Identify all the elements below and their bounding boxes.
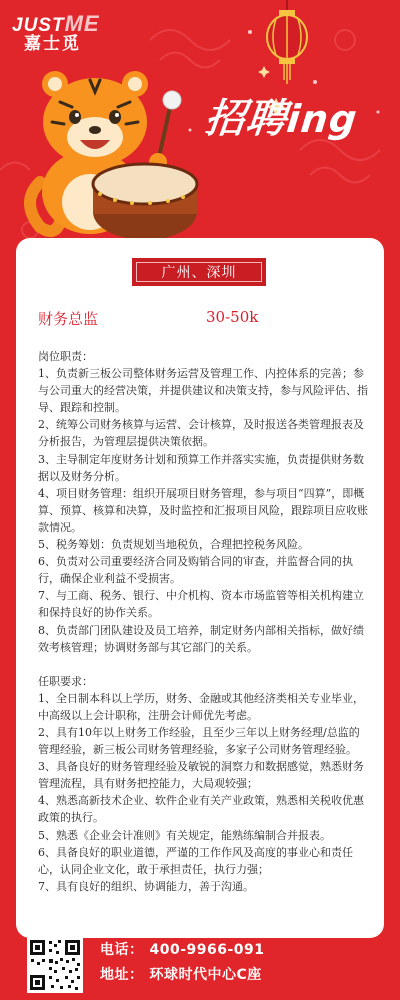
duties-heading: 岗位职责： bbox=[38, 350, 93, 363]
brand-logo bbox=[10, 11, 110, 54]
address-label: 地址： bbox=[100, 967, 144, 983]
list-item: 4、项目财务管理：组织开展项目财务管理，参与项目“四算”，即概算、预算、核算和决算，及时监控和汇报项目风险，跟踪项目应收账款情况。 bbox=[38, 486, 368, 534]
list-item: 5、税务筹划：负责规划当地税负，合理把控税务风险。 bbox=[38, 538, 309, 552]
address-text: 环球时代中心C座 bbox=[149, 967, 262, 983]
section-gap bbox=[38, 656, 370, 673]
location-text: 广州、深圳 bbox=[161, 265, 237, 281]
location-badge bbox=[132, 258, 266, 286]
qr-code-icon[interactable] bbox=[27, 937, 83, 993]
list-item: 5、熟悉《企业会计准则》有关规定，能熟练编制合并报表。 bbox=[38, 828, 331, 842]
list-item: 1、负责新三板公司整体财务运营及管理工作、内控体系的完善；参与公司重大的经营决策，并提供建议和决策支持，参与风险评估、指导、跟踪和控制。 bbox=[38, 367, 368, 415]
job-card bbox=[16, 238, 384, 938]
list-item: 1、全日制本科以上学历，财务、金融或其他经济类相关专业毕业，中高级以上会计职称，注册会计师优先考虑。 bbox=[38, 691, 364, 722]
contact-phone bbox=[100, 939, 265, 959]
list-item: 2、具有10年以上财务工作经验，且至少三年以上财务经理/总监的管理经验，新三板公司财务管理经验，多家子公司财务管理经验。 bbox=[38, 725, 360, 757]
requirements-heading: 任职要求： bbox=[38, 674, 93, 688]
list-item: 4、熟悉高新技术企业、软件企业有关产业政策，熟悉相关税收优惠政策的执行。 bbox=[38, 794, 364, 825]
job-header bbox=[38, 308, 368, 330]
list-item: 3、主导制定年度财务计划和预算工作并落实实施，负责提供财务数据以及财务分析。 bbox=[38, 452, 364, 483]
phone-label: 电话： bbox=[100, 942, 144, 958]
headline-latin: ing bbox=[284, 97, 360, 141]
list-item: 6、负责对公司重要经济合同及购销合同的审查，并监督合同的执行，确保企业利益不受损害。 bbox=[38, 555, 353, 586]
duties-list bbox=[38, 365, 370, 656]
job-description bbox=[38, 348, 370, 895]
logo-latin bbox=[12, 11, 100, 36]
list-item: 6、具备良好的职业道德，严谨的工作作风及高度的事业心和责任心，认同企业文化，敢于承担责任，执行力强； bbox=[38, 845, 353, 876]
headline-chinese: 招聘 bbox=[202, 96, 290, 142]
list-item: 3、具备良好的财务管理经验及敏锐的洞察力和数据感觉，熟悉财务管理流程，具有财务把控能力，大局观较强； bbox=[38, 760, 364, 791]
logo-latin-b: ME bbox=[64, 11, 100, 36]
headline bbox=[202, 95, 359, 143]
job-salary: 30-50k bbox=[206, 308, 259, 326]
list-item: 8、负责部门团队建设及员工培养，制定财务内部相关指标，做好绩效考核管理；协调财务部与其它部门的关系。 bbox=[38, 623, 364, 654]
list-item: 7、具有良好的组织、协调能力，善于沟通。 bbox=[38, 879, 254, 893]
tiger-drum-icon bbox=[20, 62, 210, 242]
contact-address bbox=[100, 964, 262, 984]
requirements-list bbox=[38, 690, 370, 895]
list-item: 7、与工商、税务、银行、中介机构、资本市场监管等相关机构建立和保持良好的协作关系。 bbox=[38, 589, 364, 620]
logo-latin-a: JUST bbox=[12, 15, 65, 36]
lantern-icon bbox=[262, 0, 312, 90]
list-item: 2、统筹公司财务核算与运营、会计核算，及时报送各类管理报表及分析报告，为管理层提供决策依据。 bbox=[38, 418, 364, 449]
phone-number[interactable]: 400-9966-091 bbox=[149, 942, 265, 958]
job-title: 财务总监 bbox=[38, 310, 99, 328]
logo-chinese: 嘉士觅 bbox=[24, 34, 81, 54]
